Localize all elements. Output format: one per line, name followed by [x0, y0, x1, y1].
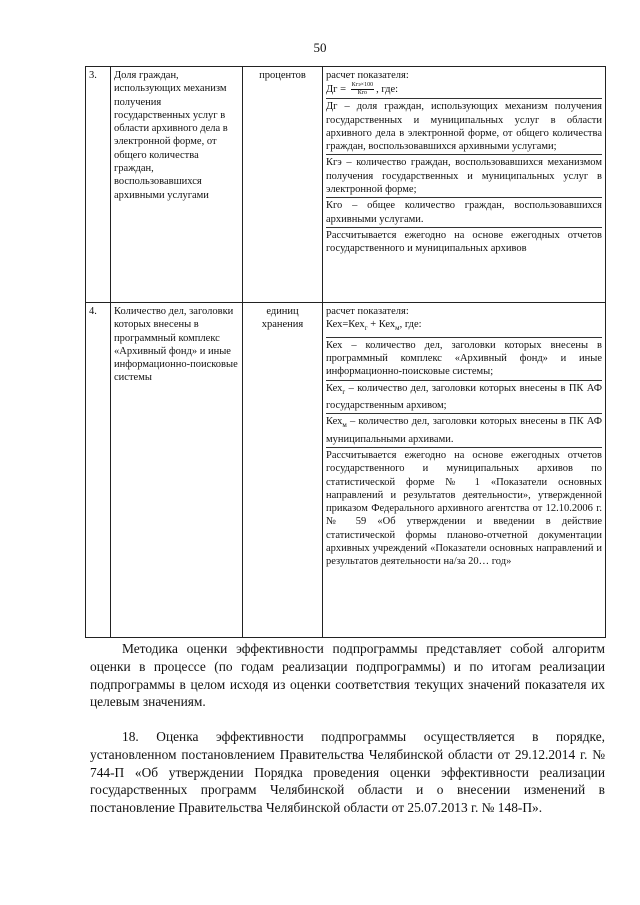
formula-denominator: Кго — [357, 90, 368, 97]
definition: Кгэ – количество граждан, воспользовавшихся механизмом получения государственных и муниципальных услуг в электронной форме; — [326, 156, 602, 198]
paragraph: Методика оценки эффективности подпрограммы представляет собой алгоритм оценки в процессе (по годам реализации подпрограммы) и по итогам реализации подпрограммы в целом исходя из оценки соответствия текущих значений показателя их целевым значениям. — [90, 641, 605, 710]
definition — [326, 382, 602, 415]
method-intro: расчет показателя: — [326, 70, 409, 81]
def-text: – количество дел, заголовки которых внесены в ПК АФ муниципальными архивами. — [326, 416, 602, 445]
definition: Кех – количество дел, заголовки которых внесены в программный комплекс «Архивный фонд» и иные информационно-поисковые системы; — [326, 339, 602, 381]
def-sub: г — [342, 387, 346, 396]
definition: Дг – доля граждан, использующих механизм получения государственных и муниципальных услуг в области архивного дела в электронной форме, от общего количества граждан, воспользовавшихся архивными услугами; — [326, 100, 602, 155]
row-number: 4. — [86, 303, 111, 638]
indicator-name: Количество дел, заголовки которых внесены в программный комплекс «Архивный фонд» и иные информационно-поисковые системы — [111, 303, 243, 638]
formula-part: Кех=Кех — [326, 319, 365, 331]
methodology-paragraph — [90, 640, 605, 711]
table-row — [86, 303, 606, 638]
paragraph: 18. Оценка эффективности подпрограммы осуществляется в порядке, установленном постановлением Правительства Челябинской области от 29.12.2014 г. № 744-П «Об утверждении Порядка проведения оценки эффективности реализации государственных программ Челябинской области и о внесении изменений в постановление Правительства Челябинской области от 25.07.2013 г. № 148-П». — [90, 729, 605, 816]
row-number: 3. — [86, 67, 111, 303]
formula-tail: , где: — [376, 84, 399, 96]
method-intro: расчет показателя: — [326, 306, 409, 317]
formula-part: , где: — [399, 319, 422, 331]
formula — [326, 82, 602, 99]
formula-fraction — [351, 82, 374, 97]
formula-part: + Кех — [367, 319, 396, 331]
formula-numerator: Кгэ×100 — [351, 82, 374, 89]
formula-lhs: Дг = — [326, 84, 349, 96]
calculation-method — [323, 67, 606, 303]
evaluation-paragraph — [90, 728, 605, 817]
formula — [326, 318, 602, 337]
table-row — [86, 67, 606, 303]
definition — [326, 415, 602, 448]
page-number: 50 — [313, 40, 327, 55]
indicators-table — [85, 66, 606, 638]
calculation-method — [323, 303, 606, 638]
definition: Кго – общее количество граждан, воспользовавшихся архивными услугами. — [326, 199, 602, 228]
definition: Рассчитывается ежегодно на основе ежегодных отчетов государственного и муниципальных архивов по статистической форме № 1 «Показатели основных направлений и результатов деятельности», утвержденной приказом Федерального архивного агентства от 12.10.2006 г. № 59 «Об утверждении и введении в действие статистической формы планово-отчетной документации архивных учреждений «Показатели основных направлений и результатов деятельности на/за 20… год» — [326, 449, 602, 568]
indicator-unit: единиц хранения — [243, 303, 323, 638]
formula-sub: г — [364, 324, 368, 333]
def-term: Кех — [326, 416, 343, 428]
def-sub: м — [342, 421, 347, 430]
def-text: – количество дел, заголовки которых внесены в ПК АФ государственным архивом; — [326, 382, 602, 411]
indicator-name: Доля граждан, использующих механизм получения государственных услуг в области архивного дела в электронной форме, от общего количества граждан, воспользовавшихся архивными услугами — [111, 67, 243, 303]
indicator-unit: процентов — [243, 67, 323, 303]
definition: Рассчитывается ежегодно на основе ежегодных отчетов государственного и муниципальных архивов — [326, 229, 602, 255]
formula-sub: м — [395, 324, 400, 333]
def-term: Кех — [326, 382, 343, 394]
